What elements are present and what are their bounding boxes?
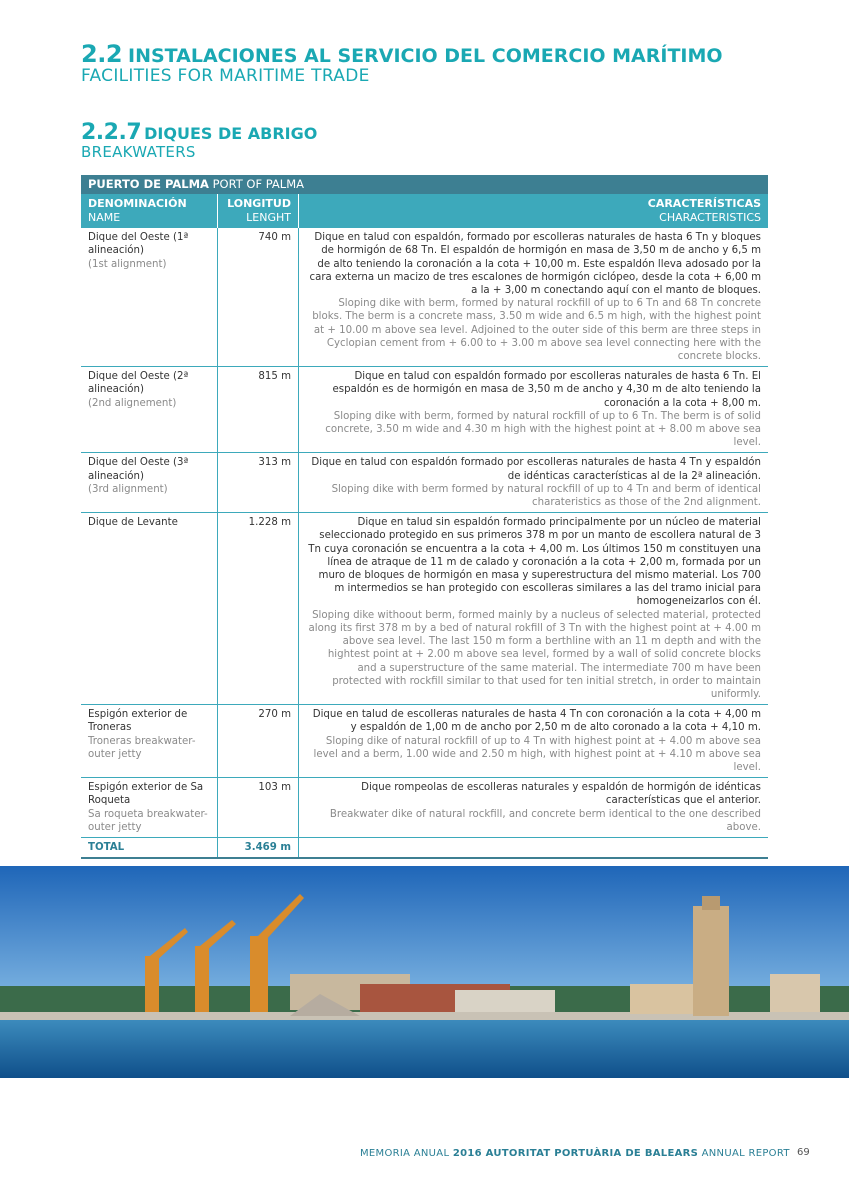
section-title-es: INSTALACIONES AL SERVICIO DEL COMERCIO MARÍTIMO <box>128 45 723 67</box>
row-characteristics: Dique en talud de escolleras naturales de hasta 4 Tn con coronación a la cota + 4,00 m y espaldón de 1,00 m de ancho por 2,50 m de alto coronado a la cota + 4,10 m. Sloping dike of natural rockfill of up to 4 Tn with highest point at + 4.00 m above sea level and a berm, 1.00 wide and 2.50 m high, with highest point at + 4.10 m above sea level. <box>299 705 769 778</box>
table-row <box>81 228 768 367</box>
caption-bold: PUERTO DE PALMA <box>88 177 209 191</box>
row-length: 815 m <box>218 367 299 453</box>
total-row <box>81 837 768 858</box>
row-characteristics: Dique en talud con espaldón, formado por escolleras naturales de hasta 6 Tn y bloques de hormigón de 68 Tn. El espaldón de hormigón en masa de 3,50 m de ancho y 6,5 m de alto teniendo la coronación a la cota + 10,00 m. Este espaldón lleva adosado por la cara externa un macizo de tres escalones de hormigón ciclópeo, desde la cota + 6,00 m a la + 3,00 m conectando aquí con el manto de bloques. Sloping dike with berm, formed by natural rockfill of up to 6 Tn and 68 Tn concrete bloks. The berm is a concrete mass, 3.50 m wide and 6.5 m high, with the highest point at + 10.00 m above sea level. Adjoined to the outer side of this berm are three steps in Cyclopian cement from + 6.00 to + 3.00 m above sea level connecting here with the concrete blocks. <box>299 228 769 367</box>
port-photo <box>0 866 849 1078</box>
section-number: 2.2 <box>81 40 123 68</box>
row-name: Dique de Levante <box>81 513 218 705</box>
row-characteristics: Dique rompeolas de escolleras naturales y espaldón de hormigón de idénticas características que el anterior. Breakwater dike of natural rockfill, and concrete berm identical to the one described above. <box>299 778 769 838</box>
footer-text: MEMORIA ANUAL 2016 AUTORITAT PORTUÀRIA DE BALEARS ANNUAL REPORT <box>360 1148 790 1159</box>
table-row <box>81 453 768 513</box>
row-length: 270 m <box>218 705 299 778</box>
caption-rest: PORT OF PALMA <box>212 177 304 191</box>
section-heading <box>81 40 723 86</box>
row-length: 740 m <box>218 228 299 367</box>
subsection-heading <box>81 120 317 161</box>
subsection-title-en: BREAKWATERS <box>81 143 196 161</box>
row-length: 103 m <box>218 778 299 838</box>
total-label: TOTAL <box>81 837 218 858</box>
row-length: 1.228 m <box>218 513 299 705</box>
subsection-title-es: DIQUES DE ABRIGO <box>144 124 318 143</box>
row-name: Dique del Oeste (2ª alineación) (2nd alignement) <box>81 367 218 453</box>
breakwaters-table <box>81 175 768 859</box>
row-name: Dique del Oeste (1ª alineación) (1st alignment) <box>81 228 218 367</box>
row-characteristics: Dique en talud sin espaldón formado principalmente por un núcleo de material seleccionado protegido en sus primeros 378 m por un manto de escollera natural de 3 Tn cuya coronación se encuentra a la cota + 4,00 m. Los últimos 150 m constituyen una línea de atraque de 11 m de calado y coronación a la cota + 2,00 m, formada por un muro de bloques de hormigón en masa y superestructura del mismo material. Los 700 m intermedios se han protegido con escolleras similares a las del tramo inicial para homogeneizarlos con él. Sloping dike withoout berm, formed mainly by a nucleus of selected material, protected along its first 378 m by a bed of natural rokfill of 3 Tn with the highest point at + 4.00 m above sea level. The last 150 m form a berthline with an 11 m depth and with the hightest point at + 2.00 m above sea level, formed by a wall of solid concrete blocks and a superstructure of the same material. The intermediate 700 m have been protected with rockfill similar to that used for ten initial stretch, in order to maintain uniformly. <box>299 513 769 705</box>
header-characteristics: CARACTERÍSTICAS CHARACTERISTICS <box>299 194 769 228</box>
header-length: LONGITUD LENGHT <box>218 194 299 228</box>
section-title-en: FACILITIES FOR MARITIME TRADE <box>81 66 370 86</box>
table-row <box>81 513 768 705</box>
subsection-number: 2.2.7 <box>81 120 142 145</box>
table-caption <box>81 175 768 194</box>
page-number: 69 <box>797 1147 810 1158</box>
row-characteristics: Dique en talud con espaldón formado por escolleras naturales de hasta 4 Tn y espaldón de idénticas características al de la 2ª alineación. Sloping dike with berm formed by natural rockfill of up to 4 Tn and berm of identical charateristics as those of the 2nd alignment. <box>299 453 769 513</box>
row-characteristics: Dique en talud con espaldón formado por escolleras naturales de hasta 6 Tn. El espaldón es de hormigón en masa de 3,50 m de ancho y 4,30 m de alto teniendo la coronación a la cota + 8,00 m. Sloping dike with berm, formed by natural rockfill of up to 6 Tn. The berm is of solid concrete, 3.50 m wide and 4.30 m high with the highest point at + 8.00 m above sea level. <box>299 367 769 453</box>
row-name: Espigón exterior de Sa Roqueta Sa roqueta breakwater-outer jetty <box>81 778 218 838</box>
total-value: 3.469 m <box>218 837 299 858</box>
table-row <box>81 367 768 453</box>
table-row <box>81 705 768 778</box>
table-header <box>81 194 768 228</box>
row-name: Dique del Oeste (3ª alineación) (3rd alignment) <box>81 453 218 513</box>
row-name: Espigón exterior de Troneras Troneras breakwater-outer jetty <box>81 705 218 778</box>
header-name: DENOMINACIÓN NAME <box>81 194 218 228</box>
row-length: 313 m <box>218 453 299 513</box>
table-row <box>81 778 768 838</box>
